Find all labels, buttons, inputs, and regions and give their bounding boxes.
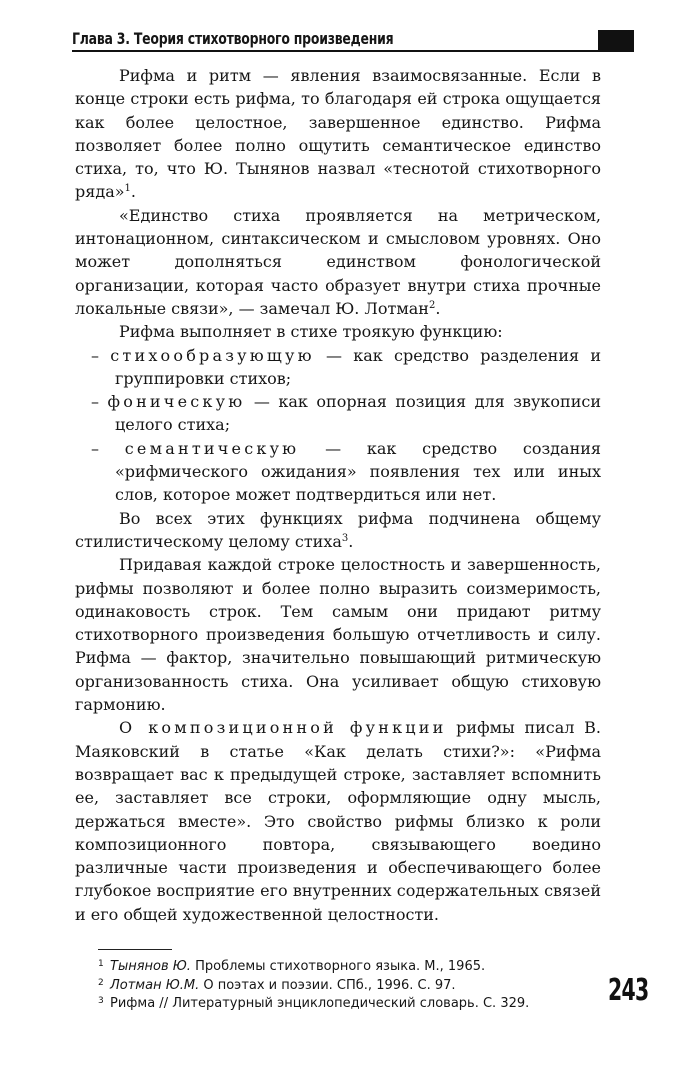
list-text: — как средство создания «рифмического ожидания» появления тех или иных слов, которое может подтвердиться или нет.: [115, 438, 601, 505]
list-item-phonic: [75, 390, 601, 437]
paragraph-end: .: [130, 182, 136, 202]
list-dash: –: [91, 392, 99, 412]
footnote-separator: [98, 949, 172, 950]
paragraph-commensurability: Придавая каждой строке целостность и завершенность, рифмы позволяют и более полно выразить соизмеримость, одинаковость строк. Тем самым они придают ритму стихотворного произведения большую отчетливость и силу. Рифма — фактор, значительно повышающий ритмическую организованность стиха. Она усиливает общую стиховую гармонию.: [75, 555, 601, 715]
paragraph-text: рифмы писал В. Маяковский в статье «Как делать стихи?»: «Рифма возвращает вас к предыдущей строке, заставляет вспомнить ее, заставляет все строки, оформляющие одну мысль, держаться вместе». Это свойство рифмы близко к роли композиционного повтора, связывающего воедино различные части произведения и обеспечивающего более глубокое восприятие его внутренних содержательных связей и его общей художественной целостности.: [75, 718, 601, 924]
list-dash: –: [91, 345, 99, 365]
paragraph-rhyme-rhythm: [75, 64, 601, 204]
footnote-text: Рифма // Литературный энциклопедический словарь. С. 329.: [110, 996, 530, 1011]
footnote-ref-2: 2: [428, 299, 436, 311]
list-text: — как опорная позиция для звукописи целого стиха;: [115, 392, 601, 435]
footnote-1: 1 Тынянов Ю. Проблемы стихотворного языка. М., 1965.: [98, 959, 486, 974]
header-black-block: [598, 30, 634, 50]
paragraph-functions-intro: Рифма выполняет в стихе троякую функцию:: [119, 322, 503, 342]
list-term: фоническую: [107, 392, 246, 412]
paragraph-end: .: [348, 531, 354, 551]
footnote-author: Лотман Ю.М.: [110, 977, 200, 993]
paragraph-end: .: [435, 298, 441, 318]
footnote-ref-1: 1: [124, 183, 131, 195]
list-term: стихообразующую: [110, 345, 315, 365]
list-item-verse-forming: [75, 344, 601, 391]
paragraph-stylistic-whole: [75, 507, 601, 554]
header-rule: [72, 50, 634, 52]
paragraph-lotman-quote: [75, 204, 601, 320]
list-term: семантическую: [124, 438, 300, 458]
running-head: [72, 28, 634, 52]
chapter-title: Глава 3. Теория стихотворного произведения: [72, 29, 394, 48]
footnotes: [98, 958, 598, 1014]
footnote-text: Проблемы стихотворного языка. М., 1965.: [190, 959, 486, 974]
footnote-text: О поэтах и поэзии. СПб., 1996. С. 97.: [199, 977, 456, 993]
page-number: 243: [608, 973, 649, 1008]
paragraph-text: Рифма и ритм — явления взаимосвязанные. Если в конце строки есть рифма, то благодаря ей строка ощущается как более целостное, завершенное единство. Рифма позволяет более полно ощутить семантическое единство стиха, то, что Ю. Тынянов назвал «теснотой стихотворного ряда»: [75, 66, 601, 202]
footnote-ref-3: 3: [341, 532, 349, 544]
paragraph-compositional-function: [75, 716, 601, 926]
footnote-2: 2 Лотман Ю.М. О поэтах и поэзии. СПб., 1996. С. 97.: [98, 977, 456, 993]
main-text: [75, 64, 601, 926]
paragraph-text: Во всех этих функциях рифма подчинена общему стилистическому целому стиха: [75, 508, 601, 551]
paragraph-text: «Единство стиха проявляется на метрическом, интонационном, синтаксическом и смысловом уровнях. Оно может дополняться единством фонологической организации, которая часто образует внутри стиха прочные локальные связи», — замечал Ю. Лотман: [75, 205, 601, 318]
footnote-3: 3 Рифма // Литературный энциклопедический словарь. С. 329.: [98, 996, 530, 1011]
footnote-author: Тынянов Ю.: [110, 959, 191, 974]
list-text: — как средство разделения и группировки стихов;: [115, 345, 601, 388]
spaced-term: О композиционной функции: [119, 718, 447, 738]
list-item-semantic: [75, 437, 601, 507]
list-dash: –: [91, 438, 99, 458]
